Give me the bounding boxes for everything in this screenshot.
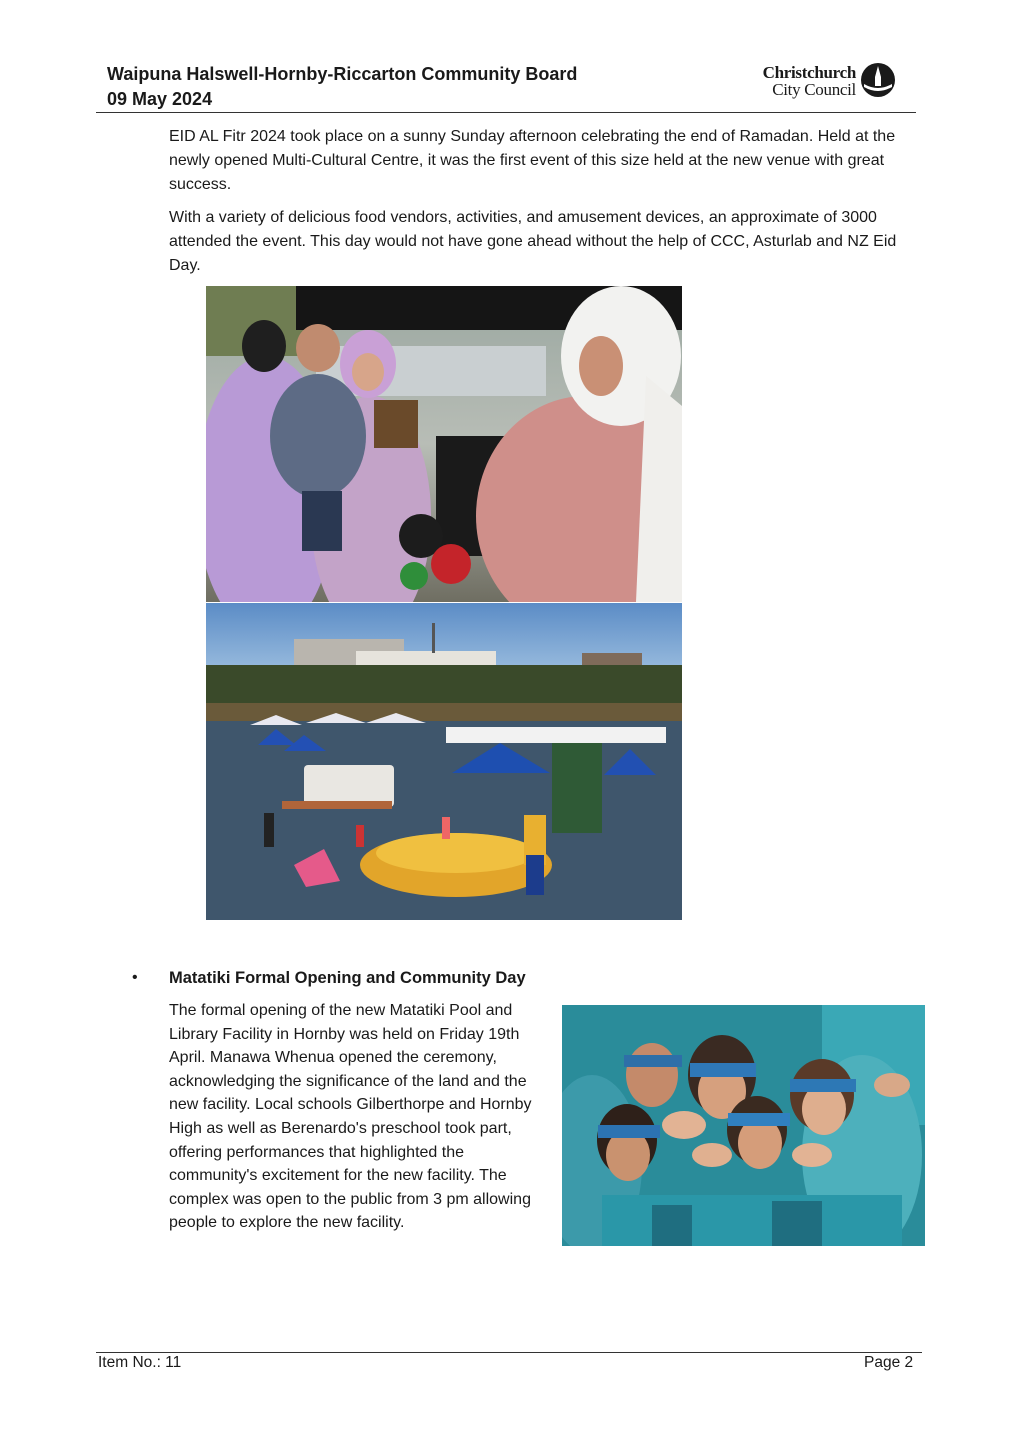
header-title-block	[107, 62, 577, 112]
cathedral-spire-logo-icon	[860, 62, 896, 98]
header-rule	[96, 112, 916, 113]
matatiki-heading: Matatiki Formal Opening and Community Day	[169, 969, 526, 987]
footer-item-number: Item No.: 11	[98, 1354, 182, 1371]
meeting-date: 09 May 2024	[107, 89, 213, 109]
footer-page-number: Page 2	[864, 1354, 914, 1371]
logo-line2: City Council	[772, 80, 856, 99]
eid-paragraph-1: EID AL Fitr 2024 took place on a sunny Sunday afternoon celebrating the end of Ramadan. Held at the newly opened Multi-Cultural Centre, it was the first event of this size held at the new venue with great success.	[169, 128, 896, 193]
bullet-marker: •	[132, 969, 138, 986]
board-name: Waipuna Halswell-Hornby-Riccarton Community Board	[107, 64, 578, 84]
footer-rule	[96, 1352, 922, 1353]
logo-line1: Christchurch	[762, 63, 856, 82]
matatiki-paragraph: The formal opening of the new Matatiki Pool and Library Facility in Hornby was held on Friday 19th April. Manawa Whenua opened the ceremony, acknowledging the significance of the land and the new facility. Local schools Gilberthorpe and Hornby High as well as Berenardo's preschool took part, offering performances that highlighted the community's excitement for the new facility. The complex was open to the public from 3 pm allowing people to explore the new facility.	[169, 1002, 532, 1232]
council-logo	[746, 62, 898, 102]
eid-paragraph-2: With a variety of delicious food vendors, activities, and amusement devices, an approximate of 3000 attended the event. This day would not have gone ahead without the help of CCC, Asturlab and NZ Eid Day.	[169, 209, 897, 274]
event-ground-tents-bouncy-castle-photo	[206, 603, 682, 920]
children-performing-headbands-photo	[562, 1005, 925, 1246]
women-with-child-at-stall-photo	[206, 286, 682, 602]
